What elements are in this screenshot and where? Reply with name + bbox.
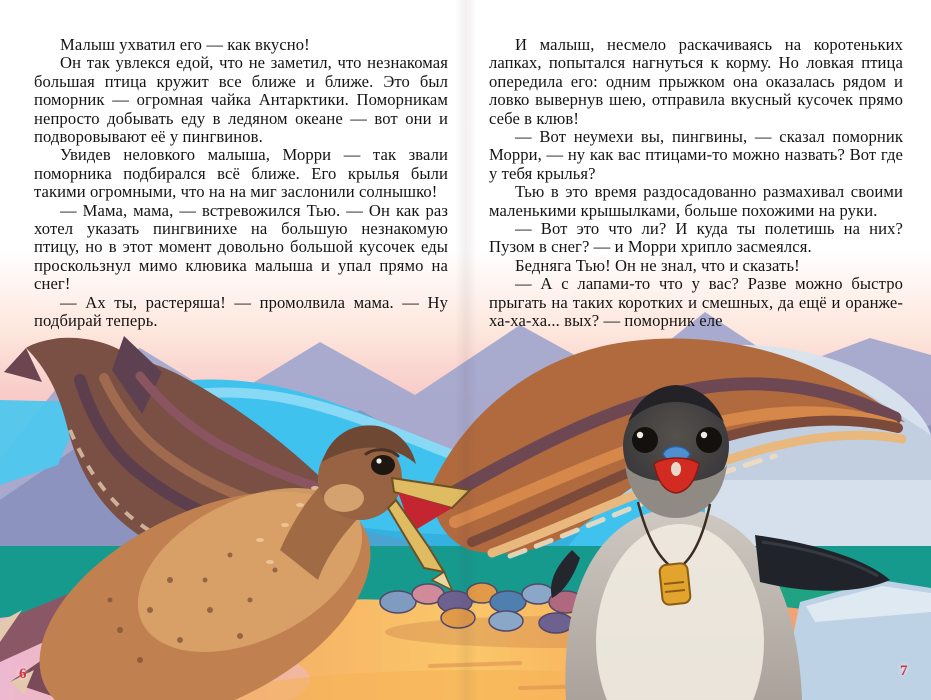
paragraph: Тью в это время раздосадованно размахивал своими маленькими крышылками, больше похожими на руки. [489,182,903,220]
paragraph: Бедняга Тью! Он не знал, что и сказать! [515,255,800,275]
page-left-text [34,36,448,331]
paragraph: Увидев неловкого малыша, Морри — так звали поморника подбирался всё ближе. Его крылья были такими огромными, что на на миг заслонили солнышко! [34,145,448,202]
penguin-head [623,385,729,518]
paragraph: — Мама, мама, — встревожился Тью. — Он как раз хотел указать пингвинихе на большую незнакомую птицу, но в этот момент довольно большой кусочек еды проскользнул мимо клювика малыша и упал прямо на снег! [34,200,448,294]
penguin-tag [659,563,691,606]
paragraph: Он так увлекся едой, что не заметил, что незнакомая большая птица кружит все ближе и ближе. Это был поморник — огромная чайка Антарктики. Поморникам непросто добывать еду в ледяном океане — вот они и подворовывают её у пингвинов. [34,53,448,147]
page-number-right: 7 [900,663,908,679]
page-right-text [489,36,903,331]
paragraph: — Вот это что ли? И куда ты полетишь на них? Пузом в снег? — и Морри хрипло засмеялся. [489,219,903,257]
page-number-left: 6 [19,666,27,682]
paragraph: — Ах ты, растеряша! — промолвила мама. — Ну подбирай теперь. [34,292,448,331]
paragraph: — А с лапами-то что у вас? Разве можно быстро прыгать на таких коротких и смешных, да ещё и оранже-ха-ха-ха... вых? — поморник еле [489,274,903,331]
paragraph: — Вот неумехи вы, пингвины, — сказал поморник Морри, — ну как вас птицами-то можно назвать? Вот где у тебя крылья? [489,127,903,183]
paragraph: Малыш ухватил его — как вкусно! [60,35,310,54]
paragraph: И малыш, несмело раскачиваясь на коротеньких лапках, попытался нагнуться к корму. Но ловкая птица опередила его: одним прыжком она оказалась рядом и ловко вывернув шею, отправила вкусный кусочек прямо себе в клюв! [489,35,903,128]
